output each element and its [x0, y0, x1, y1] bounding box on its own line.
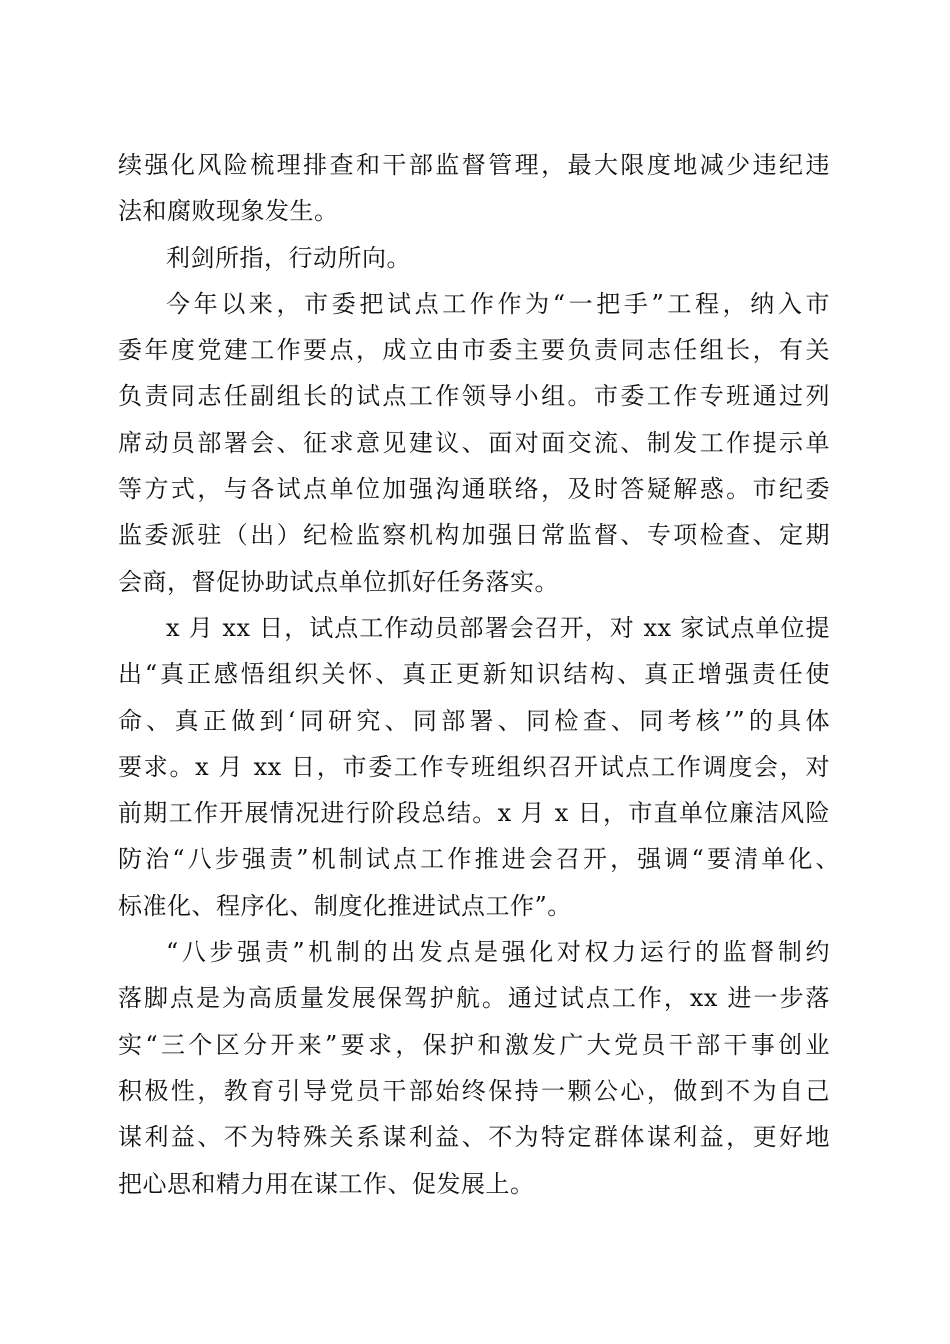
- text-line: 会商，督促协助试点单位抓好任务落实。: [118, 567, 559, 596]
- text-line: 要求。x 月 xx 日，市委工作专班组织召开试点工作调度会，对: [118, 752, 830, 781]
- text-line: 出“真正感悟组织关怀、真正更新知识结构、真正增强责任使: [118, 660, 830, 689]
- text-line: 等方式，与各试点单位加强沟通联络，及时答疑解惑。市纪委: [118, 475, 830, 504]
- text-line: 委年度党建工作要点，成立由市委主要负责同志任组长，有关: [118, 336, 830, 365]
- text-line: 负责同志任副组长的试点工作领导小组。市委工作专班通过列: [118, 382, 830, 411]
- text-line: 命、真正做到‘同研究、同部署、同检查、同考核’”的具体: [118, 706, 830, 735]
- text-line: “八步强责”机制的出发点是强化对权力运行的监督制约: [166, 938, 830, 967]
- text-line: 积极性，教育引导党员干部始终保持一颗公心，做到不为自己: [118, 1076, 830, 1105]
- document-body: [118, 142, 840, 1207]
- text-line: 法和腐败现象发生。: [118, 197, 339, 226]
- text-line: 防治“八步强责”机制试点工作推进会召开，强调“要清单化、: [118, 845, 840, 874]
- text-line: 谋利益、不为特殊关系谋利益、不为特定群体谋利益，更好地: [118, 1123, 830, 1152]
- text-line: 利剑所指，行动所向。: [166, 243, 411, 272]
- text-line: x 月 xx 日，试点工作动员部署会召开，对 xx 家试点单位提: [166, 613, 830, 642]
- text-line: 落脚点是为高质量发展保驾护航。通过试点工作，xx 进一步落: [118, 984, 830, 1013]
- text-line: 席动员部署会、征求意见建议、面对面交流、制发工作提示单: [118, 428, 830, 457]
- text-line: 今年以来，市委把试点工作作为“一把手”工程，纳入市: [166, 289, 830, 318]
- text-line: 前期工作开展情况进行阶段总结。x 月 x 日，市直单位廉洁风险: [118, 799, 830, 828]
- text-line: 实“三个区分开来”要求，保护和激发广大党员干部干事创业: [118, 1030, 830, 1059]
- text-line: 把心思和精力用在谋工作、促发展上。: [118, 1169, 535, 1198]
- text-line: 监委派驻（出）纪检监察机构加强日常监督、专项检查、定期: [118, 521, 830, 550]
- text-line: 续强化风险梳理排查和干部监督管理，最大限度地减少违纪违: [118, 151, 830, 179]
- text-line: 标准化、程序化、制度化推进试点工作”。: [118, 891, 572, 920]
